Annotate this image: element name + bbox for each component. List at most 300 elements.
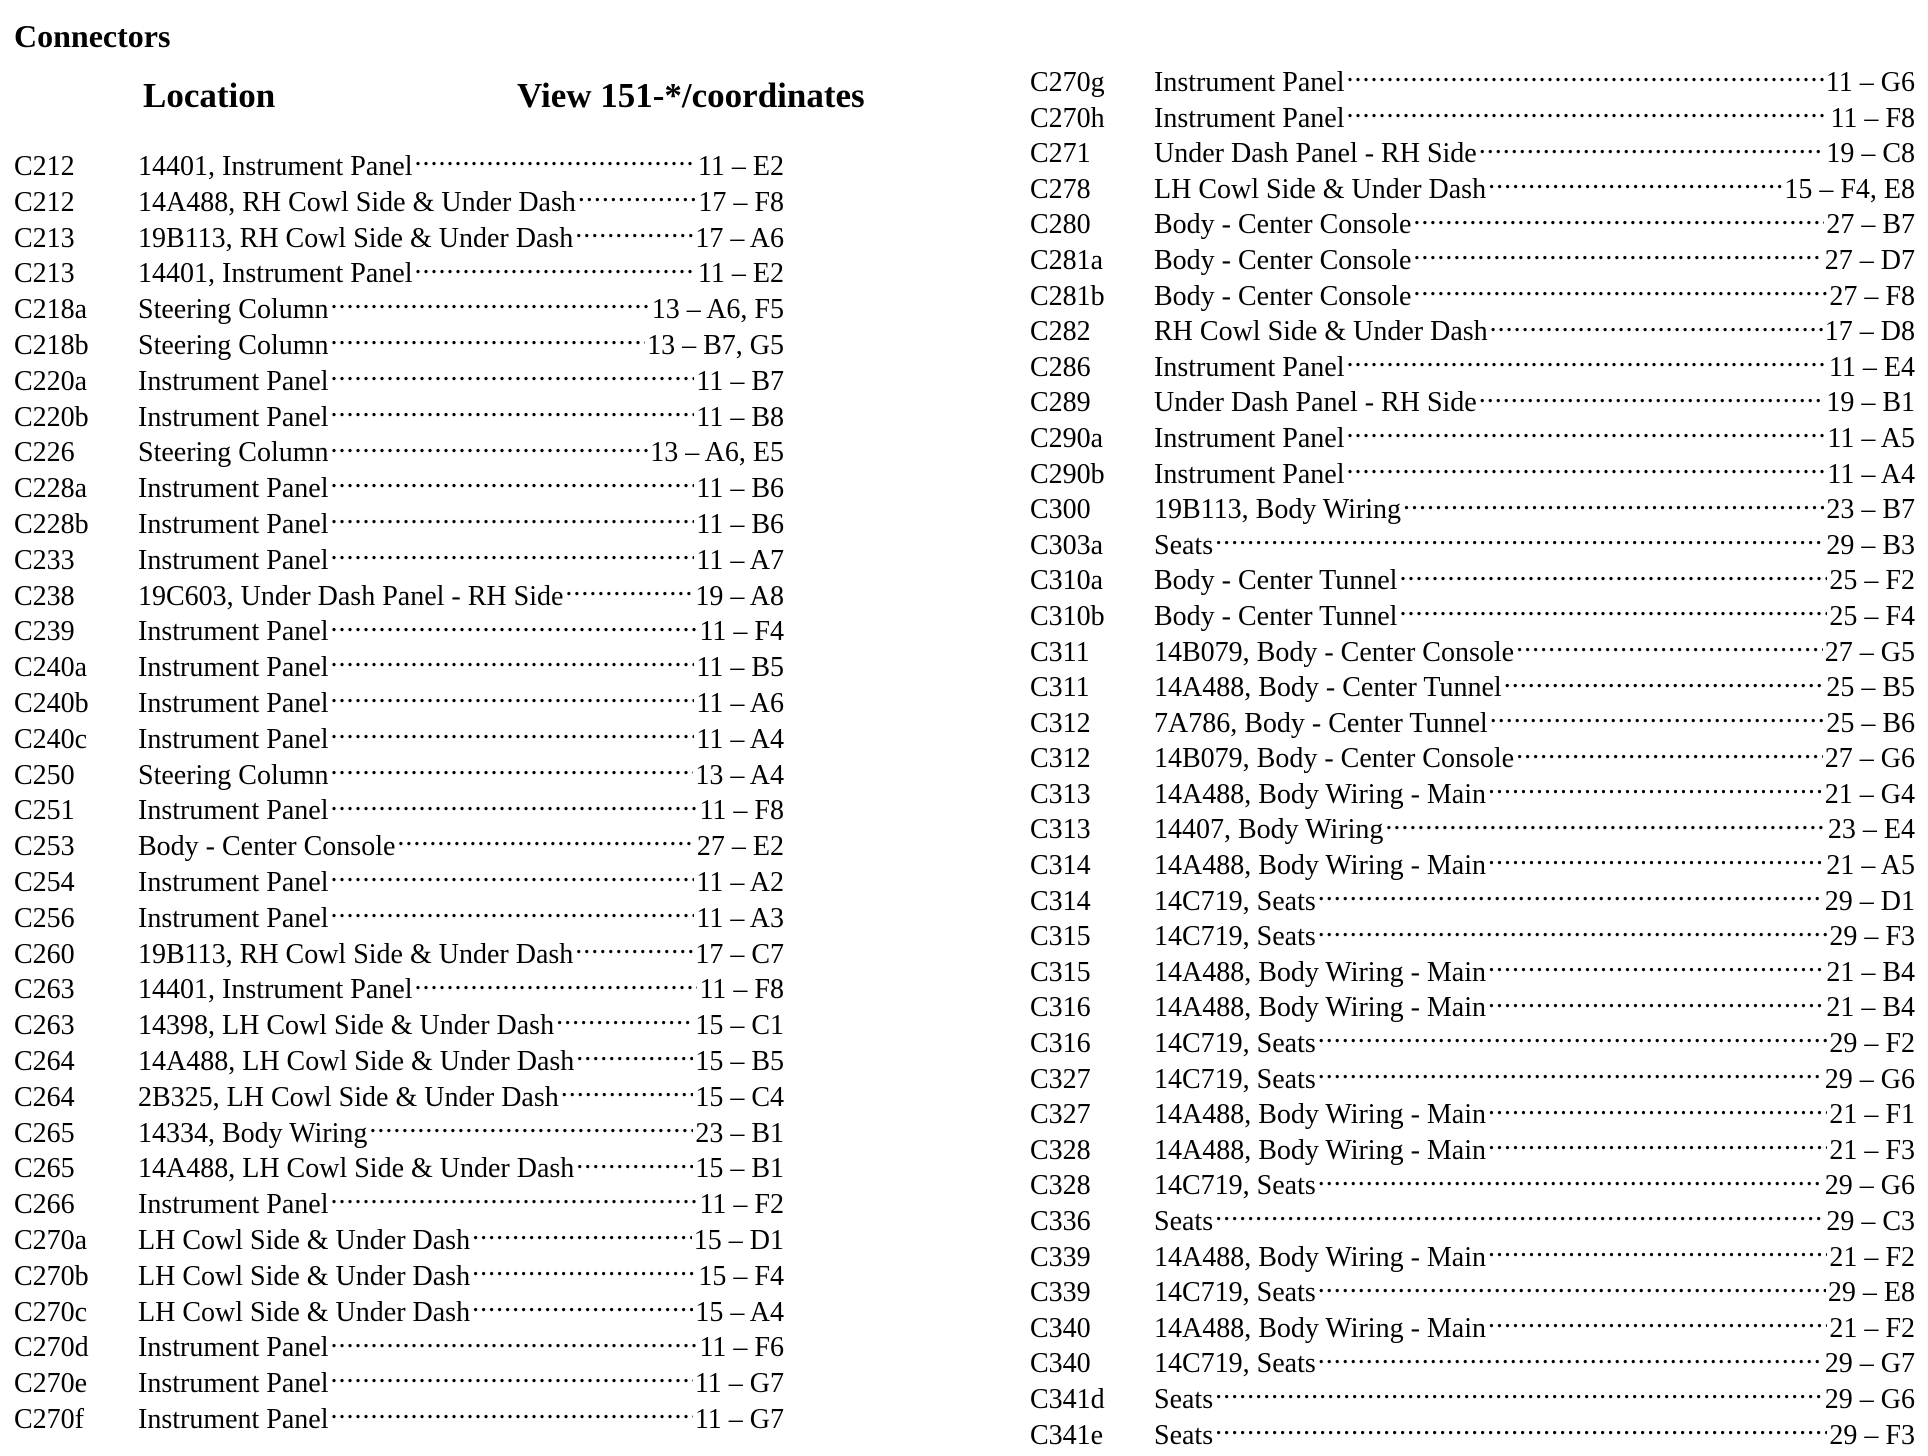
connector-code: C311 [1030,672,1090,704]
connector-location: 14A488, LH Cowl Side & Under Dash [138,1045,575,1077]
view-coordinates: 11 – B6 [696,508,784,540]
connector-location: Body - Center Console [1154,244,1412,276]
view-coordinates: 29 – G7 [1824,1348,1915,1380]
connector-row [14,1149,784,1185]
view-coordinates: 21 – A5 [1826,850,1915,882]
connector-code: C339 [1030,1277,1091,1309]
connector-location: LH Cowl Side & Under Dash [138,1260,471,1292]
dot-leader [1347,348,1827,376]
view-coordinates: 11 – A7 [696,544,784,576]
dot-leader [1347,63,1824,91]
connector-location: Body - Center Console [1154,209,1412,241]
dot-leader [1490,312,1823,340]
connector-row [14,219,784,255]
connector-location: Seats [1154,529,1214,561]
connector-location: Instrument Panel [138,866,329,898]
dot-leader [1488,170,1782,198]
connector-location: Under Dash Panel - RH Side [1154,387,1477,419]
view-coordinates: 21 – F2 [1829,1312,1915,1344]
dot-leader [1318,917,1828,945]
connector-code: C218b [14,329,89,361]
connector-row [1030,1095,1915,1131]
connector-code: C239 [14,616,75,648]
view-coordinates: 13 – A6, E5 [650,437,784,469]
dot-leader [1318,882,1823,910]
connector-row [1030,1202,1915,1238]
connector-row [14,827,784,863]
connector-code: C340 [1030,1312,1091,1344]
connector-code: C254 [14,866,75,898]
connector-code: C278 [1030,173,1091,205]
connector-location: Instrument Panel [1154,458,1345,490]
connector-row [1030,561,1915,597]
view-coordinates: 15 – F4, E8 [1784,173,1915,205]
connector-row [1030,277,1915,313]
view-coordinates: 27 – F8 [1829,280,1915,312]
connector-row [14,1400,784,1436]
connector-row [1030,1380,1915,1416]
dot-leader [415,970,698,998]
connector-location: RH Cowl Side & Under Dash [1154,316,1488,348]
dot-leader [1347,99,1829,127]
view-coordinates: 21 – F1 [1829,1099,1915,1131]
connector-location: 14A488, Body Wiring - Main [1154,1241,1487,1273]
dot-leader [561,1078,694,1106]
connector-code: C212 [14,186,75,218]
view-coordinates: 11 – F8 [699,795,784,827]
connector-row [14,1364,784,1400]
connector-code: C303a [1030,529,1104,561]
dot-leader [1488,1238,1827,1266]
view-coordinates: 17 – C7 [695,938,784,970]
connector-location: 14334, Body Wiring [138,1117,368,1149]
connector-location: Steering Column [138,294,329,326]
connector-location: 14A488, Body Wiring - Main [1154,992,1487,1024]
view-coordinates: 21 – F2 [1829,1241,1915,1273]
connector-code: C315 [1030,921,1091,953]
connector-location: 14C719, Seats [1154,1170,1316,1202]
dot-leader [369,1114,693,1142]
connector-location: Body - Center Console [138,831,396,863]
connector-code: C310b [1030,600,1105,632]
connector-row [14,1078,784,1114]
connector-location: 14C719, Seats [1154,1028,1316,1060]
view-coordinates: 13 – B7, G5 [647,329,784,361]
dot-leader [397,827,694,855]
connector-row [1030,1273,1915,1309]
connector-code: C228b [14,508,89,540]
view-coordinates: 11 – F8 [1830,102,1915,134]
connector-code: C238 [14,580,75,612]
dot-leader [1403,490,1824,518]
connector-location: Instrument Panel [1154,67,1345,98]
view-coordinates: 29 – G6 [1824,1170,1915,1202]
connector-code: C218a [14,294,88,326]
connector-row [14,1042,784,1078]
connector-row [1030,241,1915,277]
view-coordinates: 11 – G7 [694,1368,784,1400]
connector-row [14,1185,784,1221]
dot-leader [331,1328,698,1356]
dot-leader [331,398,695,426]
location-column-header: Location [143,76,276,115]
dot-leader [1399,561,1827,589]
connector-row [1030,988,1915,1024]
connector-location: Seats [1154,1419,1214,1451]
view-coordinates: 11 – A3 [696,902,784,934]
connector-row [1030,917,1915,953]
connector-row [14,147,784,183]
connector-row [14,290,784,326]
connector-row [1030,1024,1915,1060]
connector-code: C260 [14,938,75,970]
connector-row [1030,455,1915,491]
view-coordinates: 27 – D7 [1824,244,1915,276]
view-coordinates: 17 – A6 [695,222,784,254]
connector-code: C270b [14,1260,89,1292]
connector-code: C270e [14,1368,88,1400]
connector-location: Seats [1154,1383,1214,1415]
view-coordinates: 25 – B6 [1826,707,1915,739]
view-coordinates: 11 – B7 [696,365,784,397]
dot-leader [1488,846,1824,874]
dot-leader [1516,739,1823,767]
connector-row [14,505,784,541]
connector-code: C339 [1030,1241,1091,1273]
connector-row [14,863,784,899]
view-coordinates: 29 – G6 [1824,1383,1915,1415]
connector-location: Instrument Panel [138,1403,329,1435]
view-coordinates: 11 – F4 [699,616,784,648]
view-coordinates: 27 – G5 [1824,636,1915,668]
connector-location: Under Dash Panel - RH Side [1154,138,1477,170]
connector-location: Instrument Panel [138,652,329,684]
dot-leader [575,219,693,247]
dot-leader [331,362,695,390]
dot-leader [1516,633,1823,661]
connector-code: C270f [14,1403,84,1435]
connector-location: 14A488, RH Cowl Side & Under Dash [138,186,576,218]
dot-leader [1413,241,1822,269]
right-connector-list [1030,63,1915,1451]
connector-code: C266 [14,1189,75,1221]
connector-location: 14B079, Body - Center Console [1154,743,1515,775]
connector-row [14,1328,784,1364]
view-coordinates: 29 – F2 [1829,1028,1915,1060]
connector-code: C313 [1030,778,1091,810]
connector-location: Body - Center Tunnel [1154,565,1398,597]
dot-leader [472,1221,692,1249]
connector-code: C341e [1030,1419,1104,1451]
view-coordinates: 29 – C3 [1826,1206,1915,1237]
connector-location: LH Cowl Side & Under Dash [138,1296,471,1328]
connector-location: 19B113, RH Cowl Side & Under Dash [138,222,574,254]
connector-code: C281b [1030,280,1105,312]
view-coordinates: 11 – E2 [697,151,784,182]
connector-location: 14C719, Seats [1154,1277,1316,1309]
connector-row [14,1293,784,1329]
connector-location: Instrument Panel [138,616,329,648]
dot-leader [576,1149,693,1177]
dot-leader [1215,1202,1824,1230]
view-coordinates: 11 – E2 [697,258,784,290]
connector-location: 2B325, LH Cowl Side & Under Dash [138,1081,559,1113]
connector-row [14,1114,784,1150]
connector-location: 14A488, Body Wiring - Main [1154,1134,1487,1166]
view-coordinates: 27 – B7 [1826,209,1915,241]
view-coordinates: 15 – B5 [695,1045,784,1077]
connector-location: Instrument Panel [138,473,329,505]
view-coordinates: 11 – G7 [694,1403,784,1435]
connector-location: 14A488, Body Wiring - Main [1154,850,1487,882]
dot-leader [331,326,646,354]
connector-code: C270g [1030,67,1105,98]
connector-row [1030,348,1915,384]
dot-leader [1347,455,1826,483]
connector-row [1030,526,1915,562]
connector-location: 14C719, Seats [1154,1063,1316,1095]
connector-location: 14398, LH Cowl Side & Under Dash [138,1010,555,1042]
connector-code: C213 [14,258,75,290]
connector-row [1030,775,1915,811]
connector-location: 14401, Instrument Panel [138,151,413,182]
connector-location: Body - Center Tunnel [1154,600,1398,632]
connector-row [1030,1166,1915,1202]
dot-leader [331,1364,693,1392]
connector-row [14,648,784,684]
connector-location: 14C719, Seats [1154,885,1316,917]
connector-code: C327 [1030,1063,1091,1095]
dot-leader [1385,810,1826,838]
view-coordinates: 21 – B4 [1826,992,1915,1024]
dot-leader [331,469,695,497]
connector-code: C270h [1030,102,1105,134]
connector-row [1030,882,1915,918]
dot-leader [331,720,695,748]
dot-leader [331,1400,693,1428]
dot-leader [1318,1024,1828,1052]
view-coordinates: 11 – G6 [1825,67,1915,98]
connector-row [14,720,784,756]
connector-location: Instrument Panel [138,365,329,397]
dot-leader [576,1042,693,1070]
dot-leader [1488,1095,1827,1123]
connector-row [14,756,784,792]
view-coordinates: 11 – F2 [699,1189,784,1221]
view-coordinates: 15 – C4 [695,1081,784,1113]
connector-code: C220b [14,401,89,433]
connector-row [14,398,784,434]
connector-code: C313 [1030,814,1091,846]
dot-leader [331,863,695,891]
connector-location: Instrument Panel [138,1189,329,1221]
connector-code: C250 [14,759,75,791]
connector-row [14,433,784,469]
dot-leader [331,791,698,819]
view-coordinates: 25 – F2 [1829,565,1915,597]
dot-leader [1488,775,1823,803]
view-coordinates: 11 – A5 [1827,422,1915,454]
dot-leader [1215,1416,1827,1444]
connector-row [1030,134,1915,170]
connector-row [1030,810,1915,846]
view-coordinates: 11 – A6 [696,687,784,719]
connector-location: LH Cowl Side & Under Dash [1154,173,1487,205]
connector-code: C271 [1030,138,1091,170]
connector-location: 14A488, Body Wiring - Main [1154,956,1487,988]
connector-code: C264 [14,1045,75,1077]
connector-code: C328 [1030,1170,1091,1202]
connector-code: C327 [1030,1099,1091,1131]
dot-leader [556,1006,693,1034]
dot-leader [331,290,650,318]
view-coordinates: 13 – A4 [695,759,784,791]
view-coordinates: 27 – G6 [1824,743,1915,775]
connector-location: Instrument Panel [138,401,329,433]
dot-leader [1347,419,1826,447]
connector-code: C270a [14,1224,88,1256]
dot-leader [578,183,697,211]
connector-location: 14A488, LH Cowl Side & Under Dash [138,1153,575,1185]
dot-leader [331,899,695,927]
view-coordinates: 19 – B1 [1826,387,1915,419]
view-coordinates: 29 – F3 [1829,921,1915,953]
connector-row [14,1221,784,1257]
dot-leader [1215,1380,1823,1408]
connector-location: 19C603, Under Dash Panel - RH Side [138,580,564,612]
connector-code: C256 [14,902,75,934]
view-coordinates: 21 – B4 [1826,956,1915,988]
dot-leader [331,1185,698,1213]
connector-row [14,183,784,219]
view-coordinates: 15 – D1 [693,1224,784,1256]
dot-leader [1318,1344,1823,1372]
connector-row [1030,490,1915,526]
dot-leader [331,684,695,712]
connector-code: C253 [14,831,75,863]
view-coordinates: 21 – F3 [1829,1134,1915,1166]
dot-leader [415,254,696,282]
connector-location: Instrument Panel [138,723,329,755]
dot-leader [331,612,698,640]
connector-row [1030,1416,1915,1452]
dot-leader [1318,1273,1826,1301]
connector-code: C300 [1030,494,1091,526]
connector-row [1030,953,1915,989]
connector-code: C240a [14,652,88,684]
view-coordinates: 11 – F6 [699,1332,784,1364]
connector-code: C290a [1030,422,1104,454]
connector-row [1030,597,1915,633]
connector-location: 14A488, Body Wiring - Main [1154,1099,1487,1131]
connector-location: 14A488, Body Wiring - Main [1154,1312,1487,1344]
view-coordinates: 25 – F4 [1829,600,1915,632]
connector-code: C290b [1030,458,1105,490]
connector-code: C312 [1030,707,1091,739]
connector-location: 14401, Instrument Panel [138,974,413,1006]
connector-code: C265 [14,1117,75,1149]
view-coordinates: 11 – A4 [1827,458,1915,490]
dot-leader [1413,277,1827,305]
connector-row [1030,846,1915,882]
dot-leader [331,756,694,784]
view-coordinates: 23 – B1 [695,1117,784,1149]
connector-code: C310a [1030,565,1104,597]
connector-code: C340 [1030,1348,1091,1380]
connector-row [1030,205,1915,241]
connector-code: C341d [1030,1383,1105,1415]
dot-leader [1479,134,1825,162]
connector-code: C316 [1030,1028,1091,1060]
connector-row [14,362,784,398]
connector-code: C281a [1030,244,1104,276]
connector-code: C233 [14,544,75,576]
view-column-header: View 151-*/coordinates [517,76,865,115]
connector-code: C228a [14,473,88,505]
connector-location: Instrument Panel [1154,422,1345,454]
view-coordinates: 19 – C8 [1826,138,1915,170]
view-coordinates: 23 – B7 [1826,494,1915,526]
dot-leader [1215,526,1824,554]
page-title: Connectors [14,18,171,54]
dot-leader [1490,704,1825,732]
connector-code: C263 [14,1010,75,1042]
view-coordinates: 25 – B5 [1826,672,1915,704]
connector-location: Steering Column [138,759,329,791]
connector-location: Instrument Panel [138,544,329,576]
dot-leader [331,433,649,461]
connector-row [1030,63,1915,99]
left-connector-list [14,147,784,1436]
connector-code: C314 [1030,850,1091,882]
connector-location: 14C719, Seats [1154,1348,1316,1380]
connector-row [14,684,784,720]
connector-code: C312 [1030,743,1091,775]
connector-code: C316 [1030,992,1091,1024]
connector-location: Instrument Panel [138,1368,329,1400]
connector-row [14,791,784,827]
view-coordinates: 29 – E8 [1827,1277,1915,1309]
view-coordinates: 17 – D8 [1824,316,1915,348]
connector-row [14,935,784,971]
connector-row [1030,312,1915,348]
connector-location: Steering Column [138,329,329,361]
dot-leader [472,1293,693,1321]
connector-location: 19B113, Body Wiring [1154,494,1401,526]
connector-code: C314 [1030,885,1091,917]
dot-leader [1413,205,1824,233]
connector-code: C286 [1030,351,1091,383]
view-coordinates: 21 – G4 [1824,778,1915,810]
connector-code: C213 [14,222,75,254]
dot-leader [1318,1060,1823,1088]
view-coordinates: 29 – B3 [1826,529,1915,561]
connector-code: C289 [1030,387,1091,419]
dot-leader [1488,988,1824,1016]
connector-row [14,970,784,1006]
connector-location: LH Cowl Side & Under Dash [138,1224,471,1256]
view-coordinates: 11 – B5 [696,652,784,684]
connector-row [14,577,784,613]
connector-location: Instrument Panel [1154,351,1345,383]
connector-location: 7A786, Body - Center Tunnel [1154,707,1488,739]
view-coordinates: 15 – C1 [695,1010,784,1042]
connector-row [1030,99,1915,135]
connector-row [1030,383,1915,419]
dot-leader [415,147,696,175]
dot-leader [331,505,695,533]
connector-location: 14407, Body Wiring [1154,814,1384,846]
